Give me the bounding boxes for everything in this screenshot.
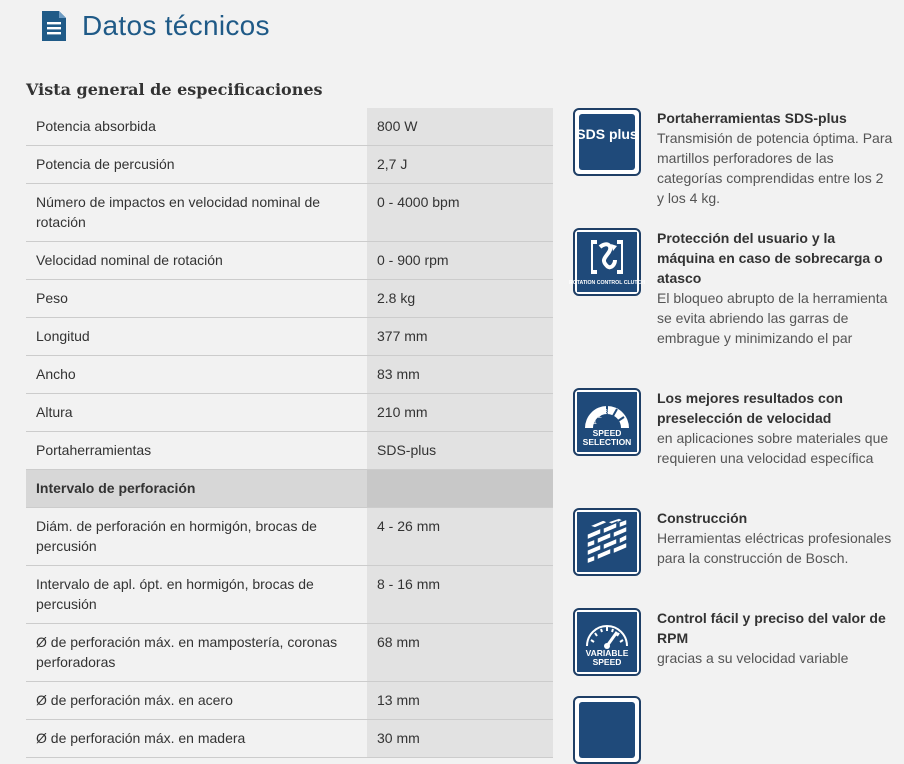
- svg-text:1: 1: [593, 419, 597, 426]
- sds-plus-icon: [573, 108, 641, 176]
- spec-label: Potencia de percusión: [26, 146, 367, 183]
- feature-description: gracias a su velocidad variable: [657, 650, 849, 666]
- section-value-cell: [367, 470, 553, 507]
- feature-item: [573, 608, 893, 676]
- feature-item: [573, 388, 893, 468]
- table-row: [26, 184, 553, 242]
- table-row: [26, 720, 553, 758]
- table-row: [26, 432, 553, 470]
- spec-value: 68 mm: [367, 624, 553, 681]
- spec-label: Número de impactos en velocidad nominal de rotación: [26, 184, 367, 241]
- spec-label: Longitud: [26, 318, 367, 355]
- table-row: [26, 146, 553, 184]
- spec-value: 83 mm: [367, 356, 553, 393]
- spec-label: Peso: [26, 280, 367, 317]
- spec-value: 8 - 16 mm: [367, 566, 553, 623]
- table-row: [26, 624, 553, 682]
- table-row: [26, 108, 553, 146]
- spec-value: 2.8 kg: [367, 280, 553, 317]
- feature-title: Control fácil y preciso del valor de RPM: [657, 610, 886, 646]
- spec-label: Velocidad nominal de rotación: [26, 242, 367, 279]
- table-row: [26, 318, 553, 356]
- spec-label: Portaherramientas: [26, 432, 367, 469]
- spec-value: 377 mm: [367, 318, 553, 355]
- spec-value: 13 mm: [367, 682, 553, 719]
- spec-label: Altura: [26, 394, 367, 431]
- spec-label: Ø de perforación máx. en madera: [26, 720, 367, 757]
- feature-description: El bloqueo abrupto de la herramienta se evita abriendo las garras de embrague y minimizando el par: [657, 290, 888, 346]
- spec-label: Intervalo de apl. ópt. en hormigón, brocas de percusión: [26, 566, 367, 623]
- table-row: [26, 682, 553, 720]
- spec-value: SDS-plus: [367, 432, 553, 469]
- page-title: Datos técnicos: [82, 10, 270, 41]
- speed-selection-badge-text: SPEED SELECTION: [582, 428, 632, 447]
- table-row: [26, 508, 553, 566]
- feature-title: Protección del usuario y la máquina en caso de sobrecarga o atasco: [657, 230, 883, 286]
- speed-selection-icon: [573, 388, 641, 456]
- variable-speed-icon: [573, 608, 641, 676]
- svg-text:3: 3: [604, 409, 608, 416]
- feature-item: [573, 108, 893, 208]
- svg-text:2: 2: [598, 413, 602, 420]
- spec-value: 800 W: [367, 108, 553, 145]
- feature-item: [573, 508, 893, 576]
- table-section-header: [26, 470, 553, 508]
- feature-title: Construcción: [657, 510, 748, 526]
- table-row: [26, 280, 553, 318]
- spec-label: Potencia absorbida: [26, 108, 367, 145]
- feature-title: Portaherramientas SDS-plus: [657, 110, 847, 126]
- spec-label: Diám. de perforación en hormigón, brocas de percusión: [26, 508, 367, 565]
- feature-description: Transmisión de potencia óptima. Para martillos perforadores de las categorías comprendidas entre los 2 y los 4 kg.: [657, 130, 893, 206]
- feature-description: en aplicaciones sobre materiales que requieren una velocidad específica: [657, 430, 889, 466]
- spec-label: Ø de perforación máx. en mampostería, coronas perforadoras: [26, 624, 367, 681]
- variable-speed-badge-text: VARIABLE SPEED: [585, 648, 629, 667]
- spec-value: 0 - 4000 bpm: [367, 184, 553, 241]
- spec-value: 210 mm: [367, 394, 553, 431]
- rotation-control-clutch-icon: [568, 228, 646, 296]
- document-icon: [40, 10, 68, 42]
- feature-badge-partial-icon: [573, 696, 641, 764]
- feature-item-partial: [573, 696, 893, 706]
- construction-bricks-icon: [573, 508, 641, 576]
- spec-table: [26, 108, 553, 758]
- spec-value: 30 mm: [367, 720, 553, 757]
- sds-plus-badge-text: SDS plus: [576, 126, 638, 142]
- spec-label: Ancho: [26, 356, 367, 393]
- section-header: [40, 8, 270, 44]
- spec-value: 4 - 26 mm: [367, 508, 553, 565]
- table-row: [26, 566, 553, 624]
- section-label: Intervalo de perforación: [26, 470, 367, 507]
- spec-label: Ø de perforación máx. en acero: [26, 682, 367, 719]
- spec-value: 2,7 J: [367, 146, 553, 183]
- feature-title: Los mejores resultados con preselección de velocidad: [657, 390, 843, 426]
- spec-overview-title: Vista general de especificaciones: [26, 80, 323, 99]
- table-row: [26, 356, 553, 394]
- table-row: [26, 394, 553, 432]
- table-row: [26, 242, 553, 280]
- feature-description: Herramientas eléctricas profesionales para la construcción de Bosch.: [657, 530, 892, 566]
- clutch-badge-text: ROTATION CONTROL CLUTCH: [568, 280, 646, 286]
- feature-item: [568, 228, 893, 348]
- spec-value: 0 - 900 rpm: [367, 242, 553, 279]
